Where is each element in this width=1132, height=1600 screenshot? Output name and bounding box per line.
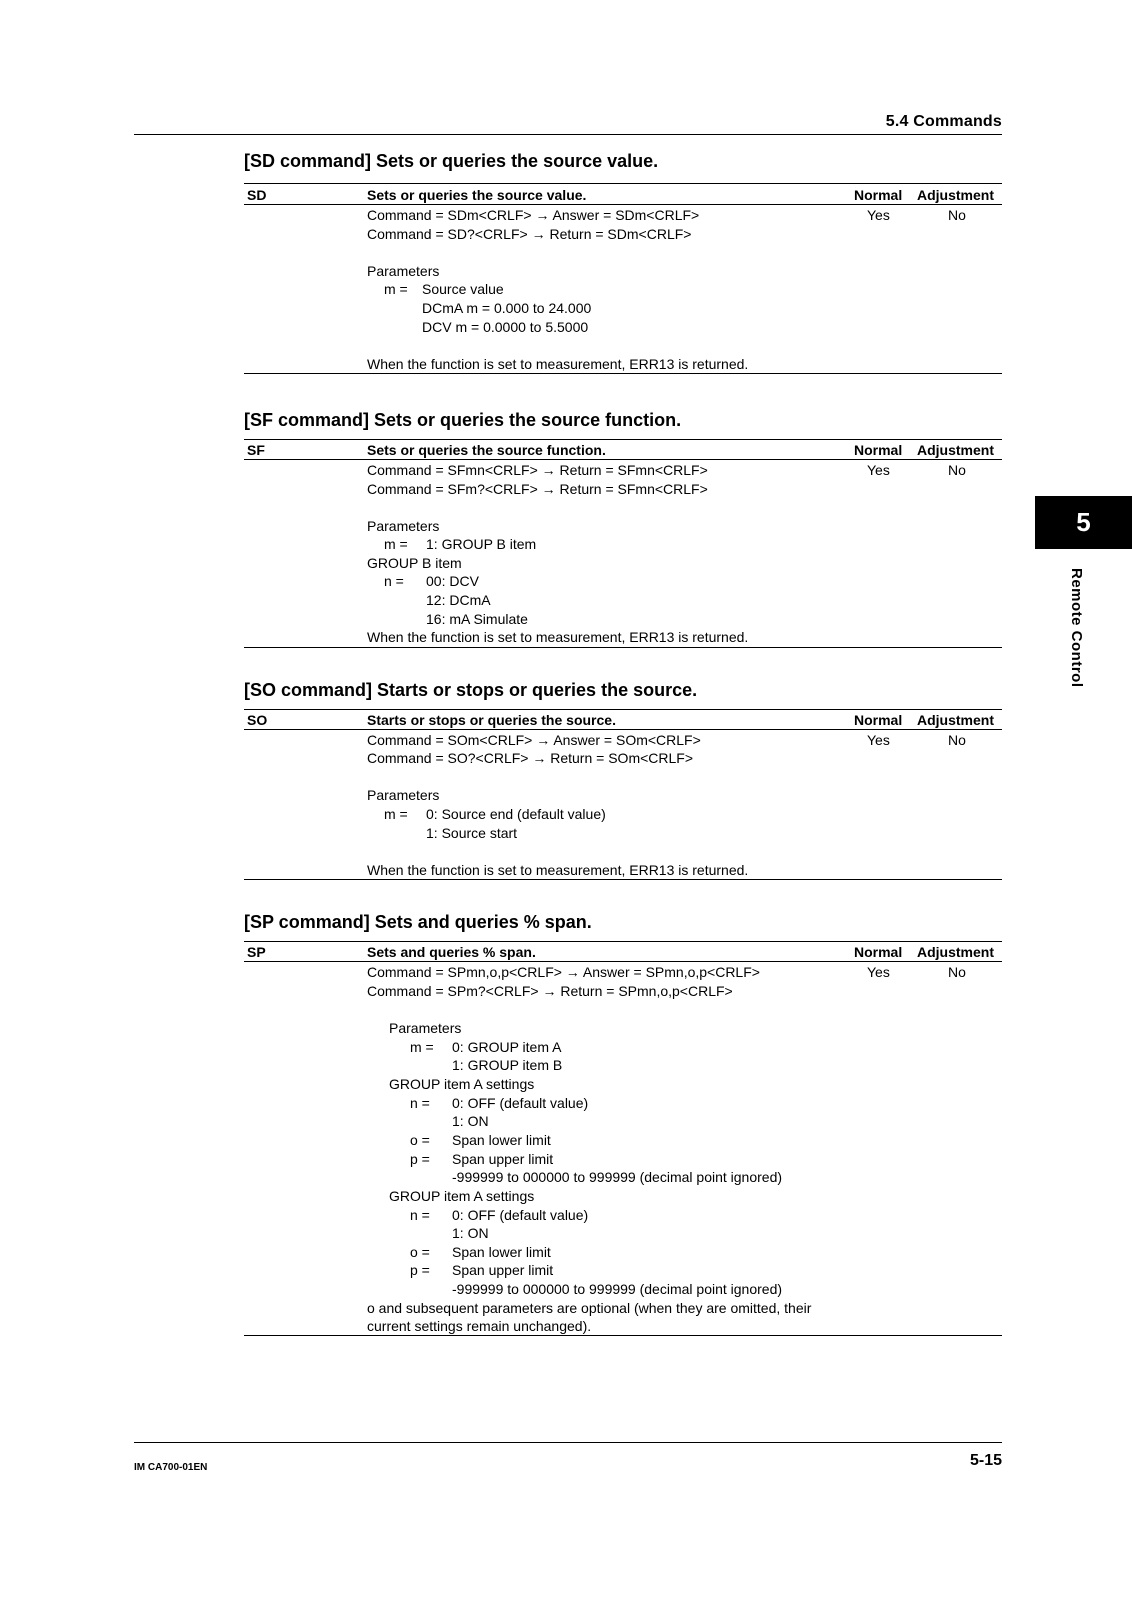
so-description: Starts or stops or queries the source.	[367, 712, 616, 728]
sp-line: Command = SPmn,o,p<CRLF> → Answer = SPmn,o,p<CRLF>	[367, 964, 760, 980]
header-rule	[134, 134, 1002, 135]
sp-line: p =	[410, 1262, 430, 1278]
sd-normal-value: Yes	[867, 207, 890, 223]
sd-bottom-rule	[244, 373, 1002, 374]
section-header: 5.4 Commands	[885, 113, 1002, 130]
sd-adjustment-header: Adjustment	[917, 187, 994, 203]
sf-line: 12: DCmA	[426, 592, 491, 608]
sp-line: n =	[410, 1095, 430, 1111]
sp-line: m =	[410, 1039, 434, 1055]
sp-line: Span upper limit	[452, 1151, 554, 1167]
sp-bottom-rule	[244, 1335, 1002, 1336]
so-line: Command = SO?<CRLF> → Return = SOm<CRLF>	[367, 750, 694, 766]
sf-code: SF	[247, 442, 265, 458]
sd-line: m =	[384, 281, 408, 297]
sf-line: 00: DCV	[426, 573, 479, 589]
sf-line: Command = SFm?<CRLF> → Return = SFmn<CRLF>	[367, 481, 708, 497]
sd-line: Command = SDm<CRLF> → Answer = SDm<CRLF>	[367, 207, 700, 223]
sp-line: n =	[410, 1207, 430, 1223]
so-bottom-rule	[244, 879, 1002, 880]
sp-description: Sets and queries % span.	[367, 944, 536, 960]
so-normal-value: Yes	[867, 732, 890, 748]
sp-line: Parameters	[389, 1020, 462, 1036]
sd-section-title: [SD command] Sets or queries the source value.	[244, 151, 659, 171]
sd-top-rule	[244, 183, 1002, 184]
sd-line: Source value	[422, 281, 504, 297]
sp-line: 0: GROUP item A	[452, 1039, 562, 1055]
sf-line: When the function is set to measurement, ERR13 is returned.	[367, 629, 749, 645]
sp-adjustment-value: No	[948, 964, 966, 980]
so-line: 1: Source start	[426, 825, 518, 841]
so-normal-header: Normal	[854, 712, 903, 728]
sf-description: Sets or queries the source function.	[367, 442, 606, 458]
so-header-rule	[244, 729, 1002, 730]
sf-normal-value: Yes	[867, 462, 890, 478]
sf-adjustment-header: Adjustment	[917, 442, 994, 458]
sd-header-rule	[244, 204, 1002, 205]
so-line: Parameters	[367, 787, 440, 803]
sf-bottom-rule	[244, 647, 1002, 648]
so-adjustment-header: Adjustment	[917, 712, 994, 728]
sp-line: o =	[410, 1244, 430, 1260]
so-adjustment-value: No	[948, 732, 966, 748]
so-line: m =	[384, 806, 408, 822]
so-line: 0: Source end (default value)	[426, 806, 606, 822]
so-line: Command = SOm<CRLF> → Answer = SOm<CRLF>	[367, 732, 701, 748]
sp-line: current settings remain unchanged).	[367, 1318, 592, 1334]
sp-normal-header: Normal	[854, 944, 903, 960]
sp-line: -999999 to 000000 to 999999 (decimal point ignored)	[452, 1169, 783, 1185]
sp-line: p =	[410, 1151, 430, 1167]
sf-line: 1: GROUP B item	[426, 536, 537, 552]
so-top-rule	[244, 709, 1002, 710]
sp-header-rule	[244, 961, 1002, 962]
chapter-tab: 5	[1035, 496, 1132, 549]
sf-line: 16: mA Simulate	[426, 611, 528, 627]
sd-description: Sets or queries the source value.	[367, 187, 587, 203]
sp-adjustment-header: Adjustment	[917, 944, 994, 960]
sd-line: DCmA m = 0.000 to 24.000	[422, 300, 592, 316]
sf-line: Command = SFmn<CRLF> → Return = SFmn<CRLF>	[367, 462, 708, 478]
sp-line: o and subsequent parameters are optional (when they are omitted, their	[367, 1300, 812, 1316]
sf-section-title: [SF command] Sets or queries the source function.	[244, 410, 682, 430]
sp-line: 1: ON	[452, 1225, 489, 1241]
sd-code: SD	[247, 187, 267, 203]
sf-top-rule	[244, 439, 1002, 440]
chapter-label: Remote Control	[1068, 568, 1085, 688]
manual-id: IM CA700-01EN	[134, 1462, 208, 1473]
sf-line: Parameters	[367, 518, 440, 534]
sd-line: When the function is set to measurement, ERR13 is returned.	[367, 356, 749, 372]
sf-normal-header: Normal	[854, 442, 903, 458]
sp-line: GROUP item A settings	[389, 1076, 535, 1092]
sf-header-rule	[244, 459, 1002, 460]
sd-adjustment-value: No	[948, 207, 966, 223]
sd-line: Parameters	[367, 263, 440, 279]
sf-adjustment-value: No	[948, 462, 966, 478]
sp-line: 0: OFF (default value)	[452, 1095, 589, 1111]
sp-line: o =	[410, 1132, 430, 1148]
sp-normal-value: Yes	[867, 964, 890, 980]
page-number: 5-15	[969, 1452, 1002, 1469]
sd-line: DCV m = 0.0000 to 5.5000	[422, 319, 589, 335]
sd-normal-header: Normal	[854, 187, 903, 203]
sp-line: Span upper limit	[452, 1262, 554, 1278]
sp-section-title: [SP command] Sets and queries % span.	[244, 912, 592, 932]
sp-line: 1: ON	[452, 1113, 489, 1129]
sp-line: GROUP item A settings	[389, 1188, 535, 1204]
sp-line: 1: GROUP item B	[452, 1057, 563, 1073]
sp-line: Span lower limit	[452, 1244, 551, 1260]
sf-line: m =	[384, 536, 408, 552]
sp-line: Command = SPm?<CRLF> → Return = SPmn,o,p<CRLF>	[367, 983, 733, 999]
so-section-title: [SO command] Starts or stops or queries the source.	[244, 680, 698, 700]
sp-code: SP	[247, 944, 266, 960]
footer-rule	[134, 1442, 1002, 1443]
so-code: SO	[247, 712, 268, 728]
sf-line: n =	[384, 573, 404, 589]
sf-line: GROUP B item	[367, 555, 462, 571]
sp-line: 0: OFF (default value)	[452, 1207, 589, 1223]
sp-line: -999999 to 000000 to 999999 (decimal point ignored)	[452, 1281, 783, 1297]
sp-top-rule	[244, 941, 1002, 942]
sp-line: Span lower limit	[452, 1132, 551, 1148]
sd-line: Command = SD?<CRLF> → Return = SDm<CRLF>	[367, 226, 692, 242]
so-line: When the function is set to measurement, ERR13 is returned.	[367, 862, 749, 878]
